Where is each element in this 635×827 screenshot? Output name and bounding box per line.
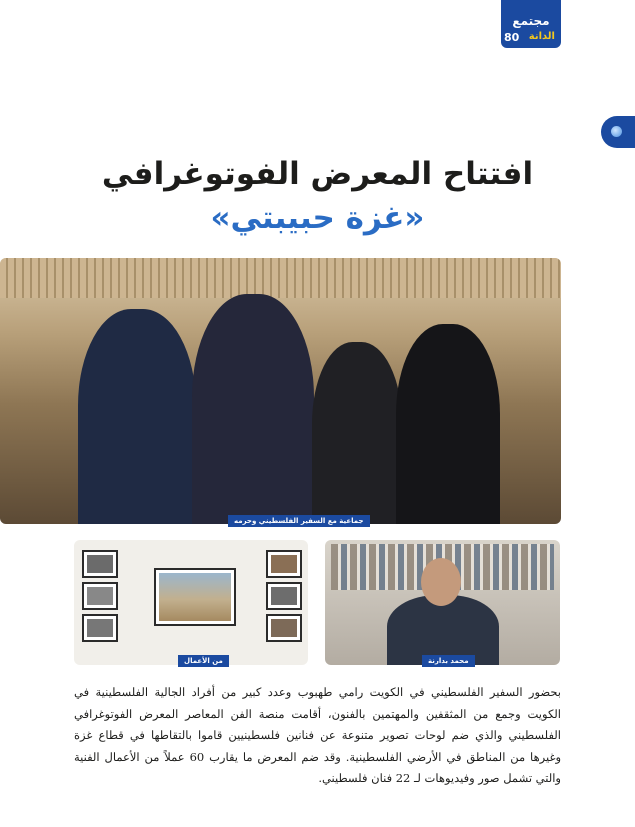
artwork-frame [154,568,236,626]
artworks-photo [74,540,308,665]
person-figure [78,309,196,524]
artworks-caption: من الأعمال [178,655,229,667]
subheadline: «غزة حبيبتي» [210,200,425,236]
artwork-frame [266,550,302,578]
artwork-frame [82,582,118,610]
page-number: 80 [504,31,520,44]
person-figure [396,324,500,524]
artist-photo [325,540,560,665]
group-photo [0,258,561,524]
person-figure [312,342,402,524]
side-marker-tab [601,116,635,148]
headline: افتتاح المعرض الفوتوغرافي [101,156,534,192]
section-name: مجتمع [512,14,550,28]
artwork-frame [266,582,302,610]
section-tab [501,0,561,48]
group-photo-caption: جماعية مع السفير الفلسطيني وحرمه [228,515,370,527]
artist-head [421,558,461,606]
person-figure [192,294,314,524]
artwork-frame [266,614,302,642]
artwork-frame [82,614,118,642]
magazine-logo: الدانة [528,31,555,42]
ceiling-decor [0,258,561,298]
article-body: بحضور السفير الفلسطيني في الكويت رامي طهبوب وعدد كبير من أفراد الجالية الفلسطينية في الكويت وجمع من المثقفين والمهتمين بالفنون، أقامت منصة الفن المعاصر المعرض الفوتوغرافي الفلسطيني والذي ضم لوحات تصوير متنوعة عن فنانين فلسطينيين قاموا بالتقاطها في قطاع غزة وغيرها من المناطق في الأرضي الفلسطينية. وقد ضم المعرض ما يقارب 60 عملاً من الأعمال الفنية والتي تشمل صور وفيديوهات لـ 22 فنان فلسطيني. [74,685,562,785]
bullet-icon [611,126,622,137]
artist-caption: محمد بدارنة [422,655,475,667]
artwork-frame [82,550,118,578]
